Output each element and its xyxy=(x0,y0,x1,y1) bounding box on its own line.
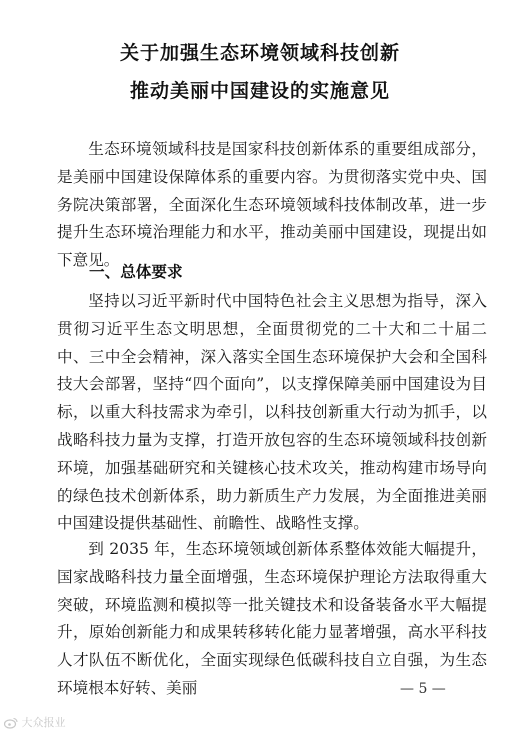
paragraph-intro: 生态环境领域科技是国家科技创新体系的重要组成部分，是美丽中国建设保障体系的重要内容。为贯彻落实党中央、国务院决策部署，全面深化生态环境领域科技体制改革，进一步提升生态环境治理能力和水平，推动美丽中国建设，现提出如下意见。 xyxy=(57,140,487,270)
page-number: — 5 — xyxy=(400,681,446,697)
section-heading: 一、总体要求 xyxy=(89,263,183,281)
paragraph-2035-goals: 到 2035 年，生态环境领域创新体系整体效能大幅提升，国家战略科技力量全面增强，生态环境保护理论方法取得重大突破，环境监测和模拟等一批关键技术和设备装备水平大幅提升，原始创新能力和成果转移转化能力显著增强，高水平科技人才队伍不断优化，全面实现绿色低碳科技自立自强，为生态环境根本好转、美丽 xyxy=(57,540,487,697)
weibo-icon xyxy=(4,717,18,729)
watermark-text: 大众报业 xyxy=(21,716,66,729)
watermark xyxy=(4,714,66,730)
document-title-line1: 关于加强生态环境领域科技创新 xyxy=(119,42,400,64)
paragraph-guiding-principles: 坚持以习近平新时代中国特色社会主义思想为指导，深入贯彻习近平生态文明思想，全面贯彻党的二十大和二十届二中、三中全会精神，深入落实全国生态环境保护大会和全国科技大会部署，坚持“四个面向”，以支撑保障美丽中国建设为目标，以重大科技需求为牵引，以科技创新重大行动为抓手，以战略科技力量为支撑，打造开放包容的生态环境领域科技创新环境，加强基础研究和关键核心技术攻关，推动构建市场导向的绿色技术创新体系，助力新质生产力发展，为全面推进美丽中国建设提供基础性、前瞻性、战略性支撑。 xyxy=(57,292,487,533)
document-title-line2: 推动美丽中国建设的实施意见 xyxy=(129,80,390,102)
